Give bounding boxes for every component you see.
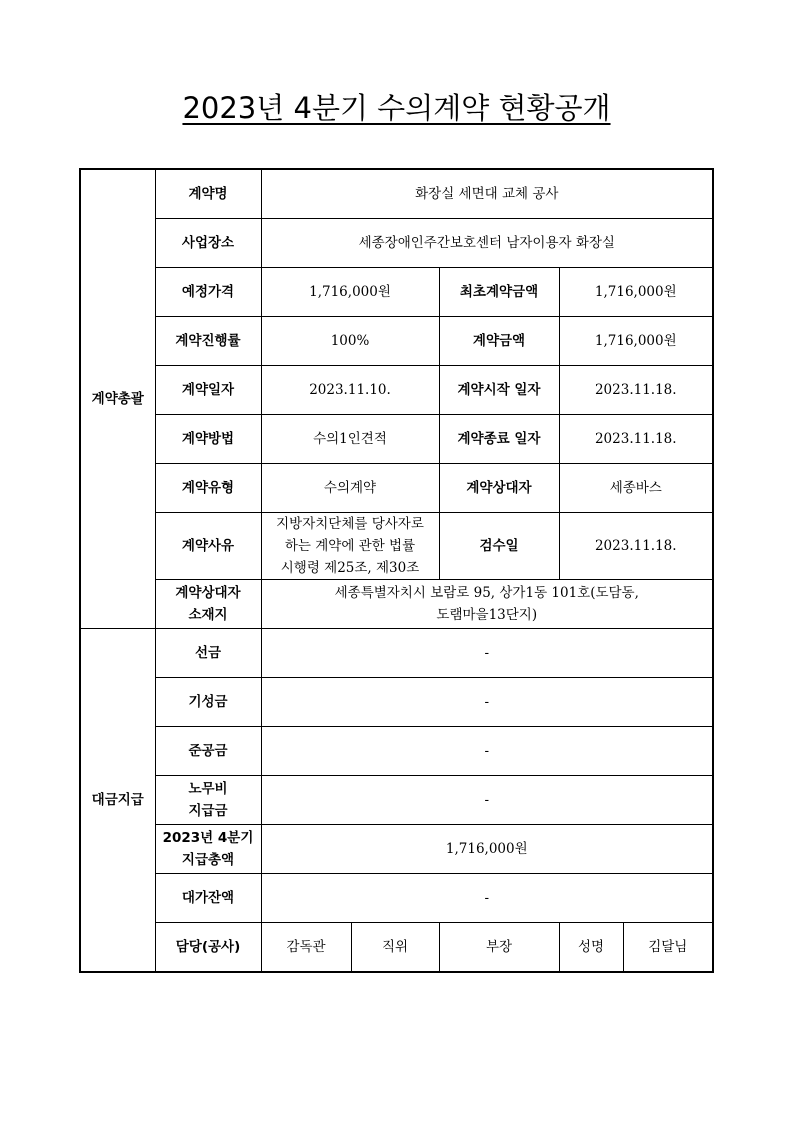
completion-payment-value: - — [261, 727, 713, 776]
initial-contract-amount-value: 1,716,000원 — [559, 268, 713, 317]
progress-payment-label: 기성금 — [155, 678, 261, 727]
contract-reason-line: 지방자치단체를 당사자로 — [276, 516, 424, 532]
contract-method-label: 계약방법 — [155, 415, 261, 464]
manager-position-value: 부장 — [439, 923, 559, 973]
row-balance — [80, 874, 713, 923]
contract-name-value: 화장실 세면대 교체 공사 — [261, 169, 713, 219]
progress-payment-value: - — [261, 678, 713, 727]
advance-value: - — [261, 629, 713, 678]
contract-type-value: 수의계약 — [261, 464, 439, 513]
counterparty-address-label-line: 계약상대자 — [175, 585, 241, 601]
row-advance — [80, 629, 713, 678]
estimated-price-label: 예정가격 — [155, 268, 261, 317]
counterparty-address-line: 세종특별자치시 보람로 95, 상가1동 101호(도담동, — [334, 585, 639, 601]
labor-cost-label — [155, 776, 261, 825]
row-contract-type — [80, 464, 713, 513]
row-business-site — [80, 219, 713, 268]
contract-disclosure-table — [79, 168, 714, 973]
progress-rate-value: 100% — [261, 317, 439, 366]
row-contract-name — [80, 169, 713, 219]
contract-type-label: 계약유형 — [155, 464, 261, 513]
end-date-value: 2023.11.18. — [559, 415, 713, 464]
counterparty-value: 세종바스 — [559, 464, 713, 513]
contract-method-value: 수의1인견적 — [261, 415, 439, 464]
row-contract-date — [80, 366, 713, 415]
row-counterparty-address — [80, 580, 713, 629]
row-q4-total — [80, 825, 713, 874]
q4-total-label-line: 지급총액 — [181, 852, 235, 868]
contract-reason-line: 시행령 제25조, 제30조 — [280, 560, 420, 576]
row-estimated-price — [80, 268, 713, 317]
q4-total-label-line: 2023년 4분기 — [162, 830, 254, 846]
business-site-label: 사업장소 — [155, 219, 261, 268]
balance-label: 대가잔액 — [155, 874, 261, 923]
page-title: 2023년 4분기 수의계약 현황공개 — [182, 91, 611, 125]
start-date-label: 계약시작 일자 — [439, 366, 559, 415]
contract-date-label: 계약일자 — [155, 366, 261, 415]
inspection-date-value: 2023.11.18. — [559, 513, 713, 580]
counterparty-address-line: 도램마을13단지) — [436, 607, 538, 623]
manager-name-value: 김달님 — [623, 923, 713, 973]
estimated-price-value: 1,716,000원 — [261, 268, 439, 317]
manager-name-label: 성명 — [559, 923, 623, 973]
payment-section-label: 대금지급 — [80, 629, 155, 973]
progress-rate-label: 계약진행률 — [155, 317, 261, 366]
row-labor-cost — [80, 776, 713, 825]
counterparty-address-label — [155, 580, 261, 629]
counterparty-label: 계약상대자 — [439, 464, 559, 513]
summary-section-label: 계약총괄 — [80, 169, 155, 629]
start-date-value: 2023.11.18. — [559, 366, 713, 415]
manager-position-label: 직위 — [351, 923, 439, 973]
counterparty-address-value — [261, 580, 713, 629]
contract-amount-label: 계약금액 — [439, 317, 559, 366]
contract-amount-value: 1,716,000원 — [559, 317, 713, 366]
counterparty-address-label-line: 소재지 — [188, 607, 228, 623]
inspection-date-label: 검수일 — [439, 513, 559, 580]
contract-name-label: 계약명 — [155, 169, 261, 219]
row-manager — [80, 923, 713, 973]
labor-cost-label-line: 노무비 — [188, 781, 228, 797]
row-contract-reason — [80, 513, 713, 580]
manager-role-label: 감독관 — [261, 923, 351, 973]
labor-cost-value: - — [261, 776, 713, 825]
q4-total-value: 1,716,000원 — [261, 825, 713, 874]
contract-date-value: 2023.11.10. — [261, 366, 439, 415]
manager-label: 담당(공사) — [155, 923, 261, 973]
row-completion-payment — [80, 727, 713, 776]
contract-reason-line: 하는 계약에 관한 법률 — [284, 538, 416, 554]
advance-label: 선금 — [155, 629, 261, 678]
business-site-value: 세종장애인주간보호센터 남자이용자 화장실 — [261, 219, 713, 268]
contract-reason-label: 계약사유 — [155, 513, 261, 580]
labor-cost-label-line: 지급금 — [188, 803, 228, 819]
completion-payment-label: 준공금 — [155, 727, 261, 776]
initial-contract-amount-label: 최초계약금액 — [439, 268, 559, 317]
row-progress-payment — [80, 678, 713, 727]
row-contract-method — [80, 415, 713, 464]
q4-total-label — [155, 825, 261, 874]
end-date-label: 계약종료 일자 — [439, 415, 559, 464]
row-progress-rate — [80, 317, 713, 366]
balance-value: - — [261, 874, 713, 923]
contract-reason-value — [261, 513, 439, 580]
